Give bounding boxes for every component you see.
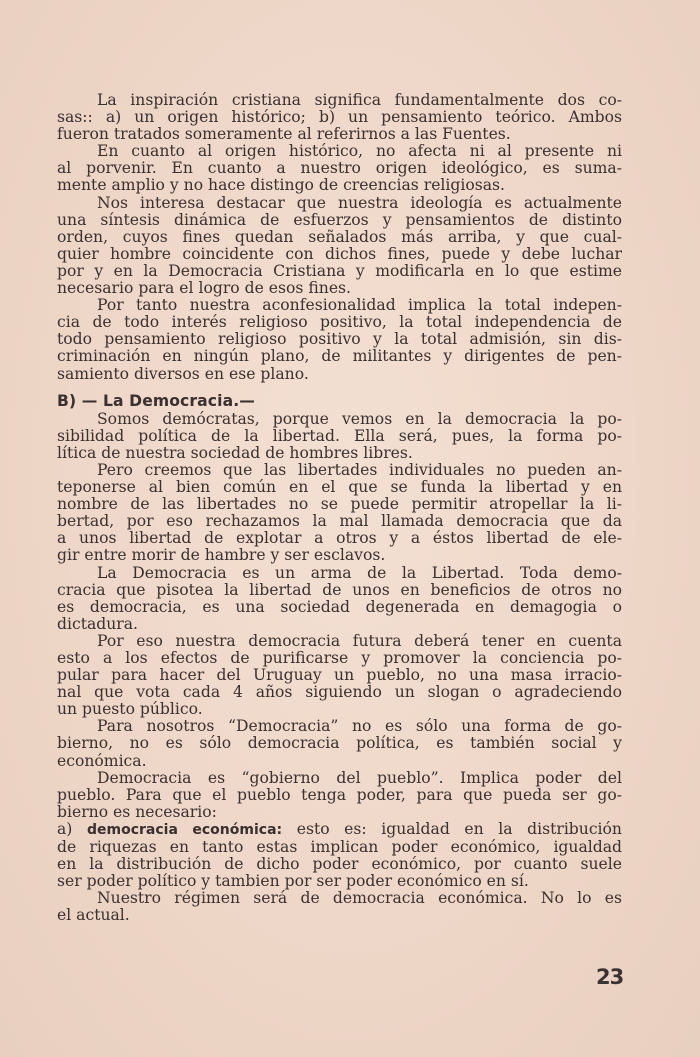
paragraph-ideologia xyxy=(57,195,622,298)
text-line: el actual. xyxy=(57,906,130,925)
text-line: a) democracia económica: esto es: igualdad en la distribución xyxy=(57,819,622,838)
text-line: de riquezas en tanto estas implican poder económico, igualdad xyxy=(57,838,622,857)
text-line: por y en la Democracia Cristiana y modificarla en lo que estime xyxy=(57,261,622,280)
text-line: fueron tratados someramente al referirnos a las Fuentes. xyxy=(57,125,511,144)
text-line: esto a los efectos de purificarse y promover la conciencia po- xyxy=(57,649,622,667)
paragraph-origen-historico xyxy=(57,143,622,194)
text-line: Democracia es “gobierno del pueblo”. Implica poder del xyxy=(97,768,622,787)
text-line: mente amplio y no hace distingo de creencias religiosas. xyxy=(57,176,506,195)
bold-term: democracia económica: xyxy=(86,821,283,838)
text-line: cia de todo interés religioso positivo, la total independencia de xyxy=(57,313,622,332)
text-line: necesario para el logro de esos fines. xyxy=(57,279,352,298)
text-line: samiento diversos en ese plano. xyxy=(57,364,309,383)
text-line: Nuestro régimen será de democracia económica. No lo es xyxy=(97,889,622,908)
paragraph-forma-gobierno xyxy=(57,718,622,769)
paragraph-aconfesionalidad xyxy=(57,297,622,382)
text-line: ser poder político y tambien por ser poder económico en sí. xyxy=(57,872,529,891)
text-line: orden, cuyos fines quedan señalados más arriba, y que cual- xyxy=(57,227,622,246)
text-line: La Democracia es un arma de la Libertad. Toda demo- xyxy=(97,563,622,582)
text-line: lítica de nuestra sociedad de hombres libres. xyxy=(57,443,413,462)
text-line: teponerse al bien común en el que se funda la libertad y en xyxy=(57,478,622,497)
text-line: Por eso nuestra democracia futura deberá tener en cuenta xyxy=(97,631,622,650)
paragraph-arma-libertad xyxy=(57,565,622,633)
text-line: quier hombre coincidente con dichos fines, puede y debe luchar xyxy=(57,244,622,263)
text-line: Para nosotros “Democracia” no es sólo una forma de go- xyxy=(97,717,622,736)
text-line: bierno, no es sólo democracia política, es también social y xyxy=(57,734,622,753)
paragraph-gobierno-del-pueblo xyxy=(57,770,622,821)
text-line: Por tanto nuestra aconfesionalidad implica la total indepen- xyxy=(97,296,622,315)
text-line: Nos interesa destacar que nuestra ideología es actualmente xyxy=(97,193,622,212)
paragraph-inspiracion xyxy=(57,92,622,143)
text-line: a unos libertad de explotar a otros y a éstos libertad de ele- xyxy=(57,529,622,548)
text-line: La inspiración cristiana significa fundamentalmente dos co- xyxy=(97,91,622,109)
text-line: En cuanto al origen histórico, no afecta ni al presente ni xyxy=(97,142,622,161)
text-line: es democracia, es una sociedad degenerada en demagogia o xyxy=(57,597,622,616)
text-line: cracia que pisotea la libertad de unos en beneficios de otros no xyxy=(57,580,622,599)
text-line: criminación en ningún plano, de militantes y dirigentes de pen- xyxy=(57,347,622,366)
page-number: 23 xyxy=(596,965,624,989)
text-line: al porvenir. En cuanto a nuestro origen ideológico, es suma- xyxy=(57,159,622,178)
text-line: dictadura. xyxy=(57,614,138,633)
text-line: económica. xyxy=(57,751,147,770)
text-line: Somos demócratas, porque vemos en la democracia la po- xyxy=(97,409,622,428)
paragraph-democracia-economica xyxy=(57,821,622,890)
text-line: bierno es necesario: xyxy=(57,802,217,821)
text-line: sibilidad política de la libertad. Ella será, pues, la forma po- xyxy=(57,426,622,445)
page-text-block xyxy=(57,92,622,925)
text-line: nombre de las libertades no se puede permitir atropellar la li- xyxy=(57,495,622,514)
text-line: un puesto público. xyxy=(57,700,203,719)
text-line: sas:: a) un origen histórico; b) un pensamiento teórico. Ambos xyxy=(57,108,622,127)
paragraph-regimen xyxy=(57,890,622,924)
paragraph-democratas xyxy=(57,411,622,462)
text-line: en la distribución de dicho poder económico, por cuanto suele xyxy=(57,855,622,874)
text-line: gir entre morir de hambre y ser esclavos. xyxy=(57,546,386,565)
text-line: nal que vota cada 4 años siguiendo un slogan o agradeciendo xyxy=(57,683,622,702)
text-line: bertad, por eso rechazamos la mal llamada democracia que da xyxy=(57,512,622,531)
text-line: pueblo. Para que el pueblo tenga poder, para que pueda ser go- xyxy=(57,785,622,804)
paragraph-libertades xyxy=(57,462,622,565)
section-heading: B) — La Democracia.— xyxy=(57,391,255,410)
text-line: pular para hacer del Uruguay un pueblo, no una masa irracio- xyxy=(57,666,622,685)
text-line: todo pensamiento religioso positivo y la total admisión, sin dis- xyxy=(57,330,622,349)
paragraph-democracia-futura xyxy=(57,633,622,718)
text-line: una síntesis dinámica de esfuerzos y pensamientos de distinto xyxy=(57,210,622,229)
text-line: Pero creemos que las libertades individuales no pueden an- xyxy=(97,460,622,479)
